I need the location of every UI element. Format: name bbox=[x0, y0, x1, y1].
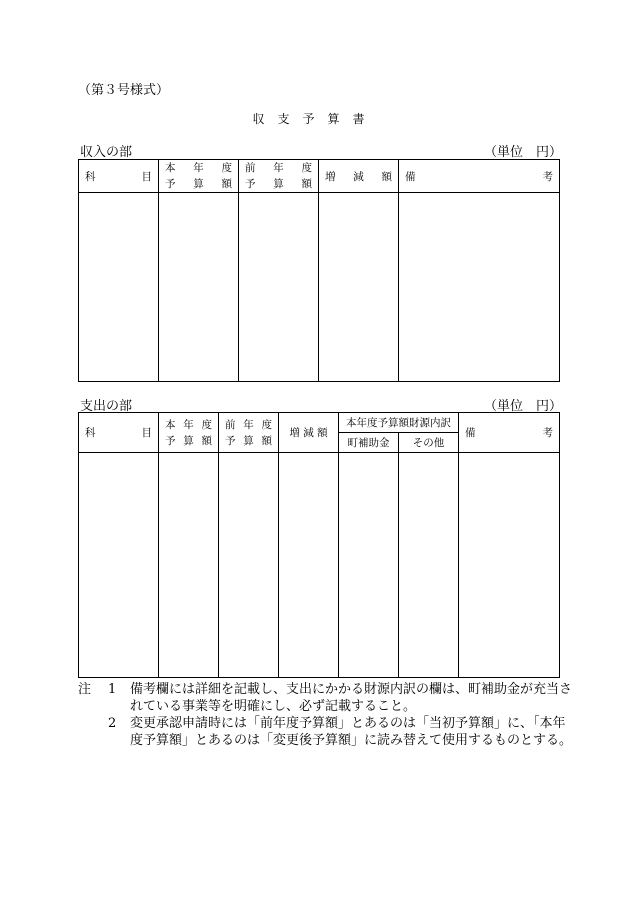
expense-cell-change[interactable] bbox=[279, 453, 339, 678]
income-header-row bbox=[79, 160, 560, 193]
expense-header-remarks: 備 考 bbox=[459, 413, 560, 453]
expense-cell-current-budget[interactable] bbox=[159, 453, 219, 678]
note-number: 1 bbox=[108, 682, 117, 697]
expense-cell-other[interactable] bbox=[399, 453, 459, 678]
income-cell-current-budget[interactable] bbox=[159, 193, 239, 382]
expense-header-town-subsidy: 町補助金 bbox=[339, 433, 399, 453]
form-number: （第３号様式） bbox=[78, 83, 170, 98]
expense-header-row-1 bbox=[79, 413, 560, 433]
expense-header-item: 科 目 bbox=[79, 413, 159, 453]
income-header-remarks: 備 考 bbox=[399, 160, 560, 193]
expense-header-change: 増 減 額 bbox=[279, 413, 339, 453]
income-table bbox=[78, 159, 560, 382]
expense-header-funding-breakdown: 本年度予算額財源内訳 bbox=[339, 413, 459, 433]
income-header-item: 科 目 bbox=[79, 160, 159, 193]
note-text: 備考欄には詳細を記載し、支出にかかる財源内訳の欄は、町補助金が充当されている事業等を明確にし、必ず記載すること。 bbox=[130, 682, 573, 714]
expense-header-current-budget: 本 年 度 予 算 額 bbox=[159, 413, 219, 453]
expense-cell-previous-budget[interactable] bbox=[219, 453, 279, 678]
income-section-label: 収入の部 bbox=[80, 145, 133, 160]
income-cell-change[interactable] bbox=[319, 193, 399, 382]
income-header-previous-budget: 前 年 度 予 算 額 bbox=[239, 160, 319, 193]
expense-cell-item[interactable] bbox=[79, 453, 159, 678]
expense-cell-town-subsidy[interactable] bbox=[339, 453, 399, 678]
expense-header-previous-budget: 前 年 度 予 算 額 bbox=[219, 413, 279, 453]
note-text: 変更承認申請時には「前年度予算額」とあるのは「当初予算額」に、「本年度予算額」とあるのは「変更後予算額」に読み替えて使用するものとする。 bbox=[130, 716, 573, 748]
income-body-row bbox=[79, 193, 560, 382]
income-cell-item[interactable] bbox=[79, 193, 159, 382]
income-header-current-budget: 本 年 度 予 算 額 bbox=[159, 160, 239, 193]
notes-mark: 注 bbox=[78, 682, 92, 697]
expense-body-row bbox=[79, 453, 560, 678]
expense-unit-label: （単位 円） bbox=[484, 399, 563, 414]
note-item bbox=[78, 715, 578, 749]
income-cell-previous-budget[interactable] bbox=[239, 193, 319, 382]
expense-cell-remarks[interactable] bbox=[459, 453, 560, 678]
income-cell-remarks[interactable] bbox=[399, 193, 560, 382]
note-number: 2 bbox=[108, 716, 117, 731]
expense-table bbox=[78, 412, 560, 678]
notes-section bbox=[78, 681, 578, 749]
income-header-change: 増 減 額 bbox=[319, 160, 399, 193]
income-unit-label: （単位 円） bbox=[484, 145, 563, 160]
note-item bbox=[78, 681, 578, 715]
expense-header-other: その他 bbox=[399, 433, 459, 453]
document-title: 収支予算書 bbox=[252, 112, 378, 126]
expense-section-label: 支出の部 bbox=[80, 399, 133, 414]
